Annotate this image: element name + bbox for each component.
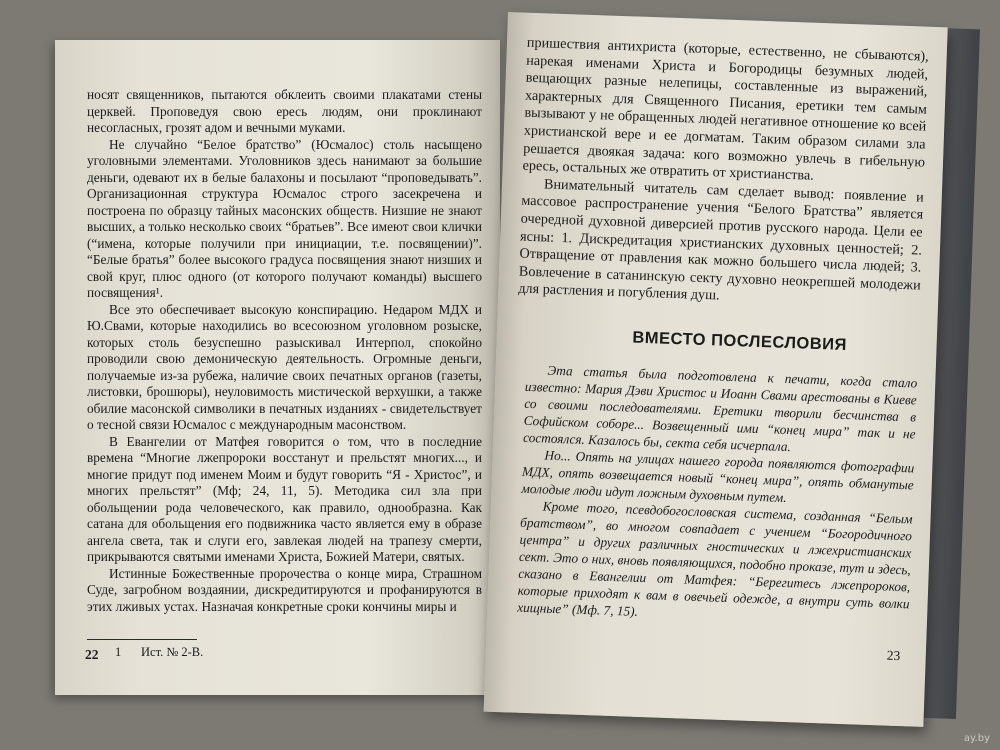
right-page-text-afterword [517,361,918,630]
page-number-right: 23 [886,647,901,664]
paragraph: Истинные Божественные пророчества о конце мира, Страшном Суде, загробном воздаянии, дискредитируются и профанируются в этих лживых устах. Назначая конкретные сроки кончины миры и [87,565,482,614]
footnote-divider [87,639,197,640]
left-page [55,40,500,695]
paragraph: пришествия антихриста (которые, естественно, не сбываются), нарекая именами Христа и Богородицы безумных людей, вещающих разные нелепицы, составленные из выражений, характерных для Священного Писания, еретики тем самым вызывают у не обращенных людей негативное отношение ко всей христианской вере и ее догматам. Таким образом силами зла решается двоякая задача: кого возможно увлечь в гибельную ересь, остальных же отвратить от христианства. [522,34,929,184]
paragraph: Внимательный читатель сам сделает вывод: появление и массовое распространение учения “Белого Братства” является очередной духовной диверсией против русского народа. Цели ее ясны: 1. Дискредитация христианских духовных ценностей; 2. Отвращение от правления как можно большего числа людей; 3. Вовлечение в сатанинскую секту духовно неокрепшей молодежи для растления и погубления душ. [518,176,925,304]
page-number-left: 22 [85,647,99,662]
footnote-text: Ист. № 2-В. [141,645,204,659]
paragraph: Все это обеспечивает высокую конспирацию. Недаром МДХ и Ю.Свами, которые находились во всесоюзном уголовном розыске, которых столь безуспешно разыскивал Интерпол, спокойно проводили свою демоническую деятельность. Огромные деньги, получаемые из-за рубежа, наличие своих печатных органов (газеты, листовки, брошюры), неуловимость мистической верхушки, а также обилие масонской символики в печатных изданиях - свидетельствует о тесной связи Юсмалос с международным масонством. [87,301,482,432]
paragraph: Эта статья была подготовлена к печати, когда стало известно: Мария Дэви Христос и Иоанн Свами арестованы в Киеве со своими последователями. Еретики творили бесчинства в Софийском соборе... Возвещенный ими “конец мира” так и не состоялся. Казалось бы, секта себя исчерпала. [522,362,918,455]
paragraph: Кроме того, псевдобогословская система, созданная “Белым братством”, во многом совпадает с учением “Богородичного центра” и других различных гностических и лжехристианских сект. Это о них, вновь появляющихся, подобно проказе, тут и здесь, сказано в Евангелии от Матфея: “Берегитесь лжепророков, которые приходят к вам в овечьей одежде, а внутри суть волки хищные” (Мф. 7, 15). [516,498,913,619]
section-heading: ВМЕСТО ПОСЛЕСЛОВИЯ [632,328,848,355]
paragraph: В Евангелии от Матфея говорится о том, что в последние времена “Многие лжепророки восстанут и прельстят многих..., и многие придут под именем Моим и будут говорить “Я - Христос”, и многих прельстят” (Мф; 24, 11, 5). Методика сил зла при обольщении рода человеческого, как правило, однообразна. Как сатана для обольщения его подвижника часто является ему в образе ангела света, так и слуги его, завлекая людей на трапезу смерти, прикрываются святыми именами Христа, Божией Матери, святых. [87,433,482,564]
right-page-text-top [518,35,929,313]
right-page [484,12,948,727]
watermark: ay.by [963,733,990,744]
footnote-number: 1 [115,645,122,659]
paragraph: носят священников, пытаются обклеить своими плакатами стены церквей. Проповедуя свою ересь людям, они проклинают несогласных, грозят адом и вечными муками. [87,87,482,135]
paragraph: Но... Опять на улицах нашего города появляются фотографии МДХ, опять возвещается новый “конец мира”, опять обманутые молодые люди идут ложным духовным путем. [521,447,915,506]
paragraph: Не случайно “Белое братство” (Юсмалос) столь насыщено уголовными элементами. Уголовников здесь нанимают за большие деньги, одевают их в белые балахоны и посылают “проповедывать”. Организационная структура Юсмалос строго засекречена и построена по образцу тайных масонских обществ. Низшие не знают высших, а только несколько своих “братьев”. Все имеют свои клички (“имена, которые получили при инициации, т.е. посвящении)”. “Белые братья” более высокого градуса посвящения знают низших и свой круг, плюс одного (от которого получают команды) высшего посвящения¹. [87,136,482,300]
left-page-text [87,87,482,615]
footnote [115,645,203,660]
